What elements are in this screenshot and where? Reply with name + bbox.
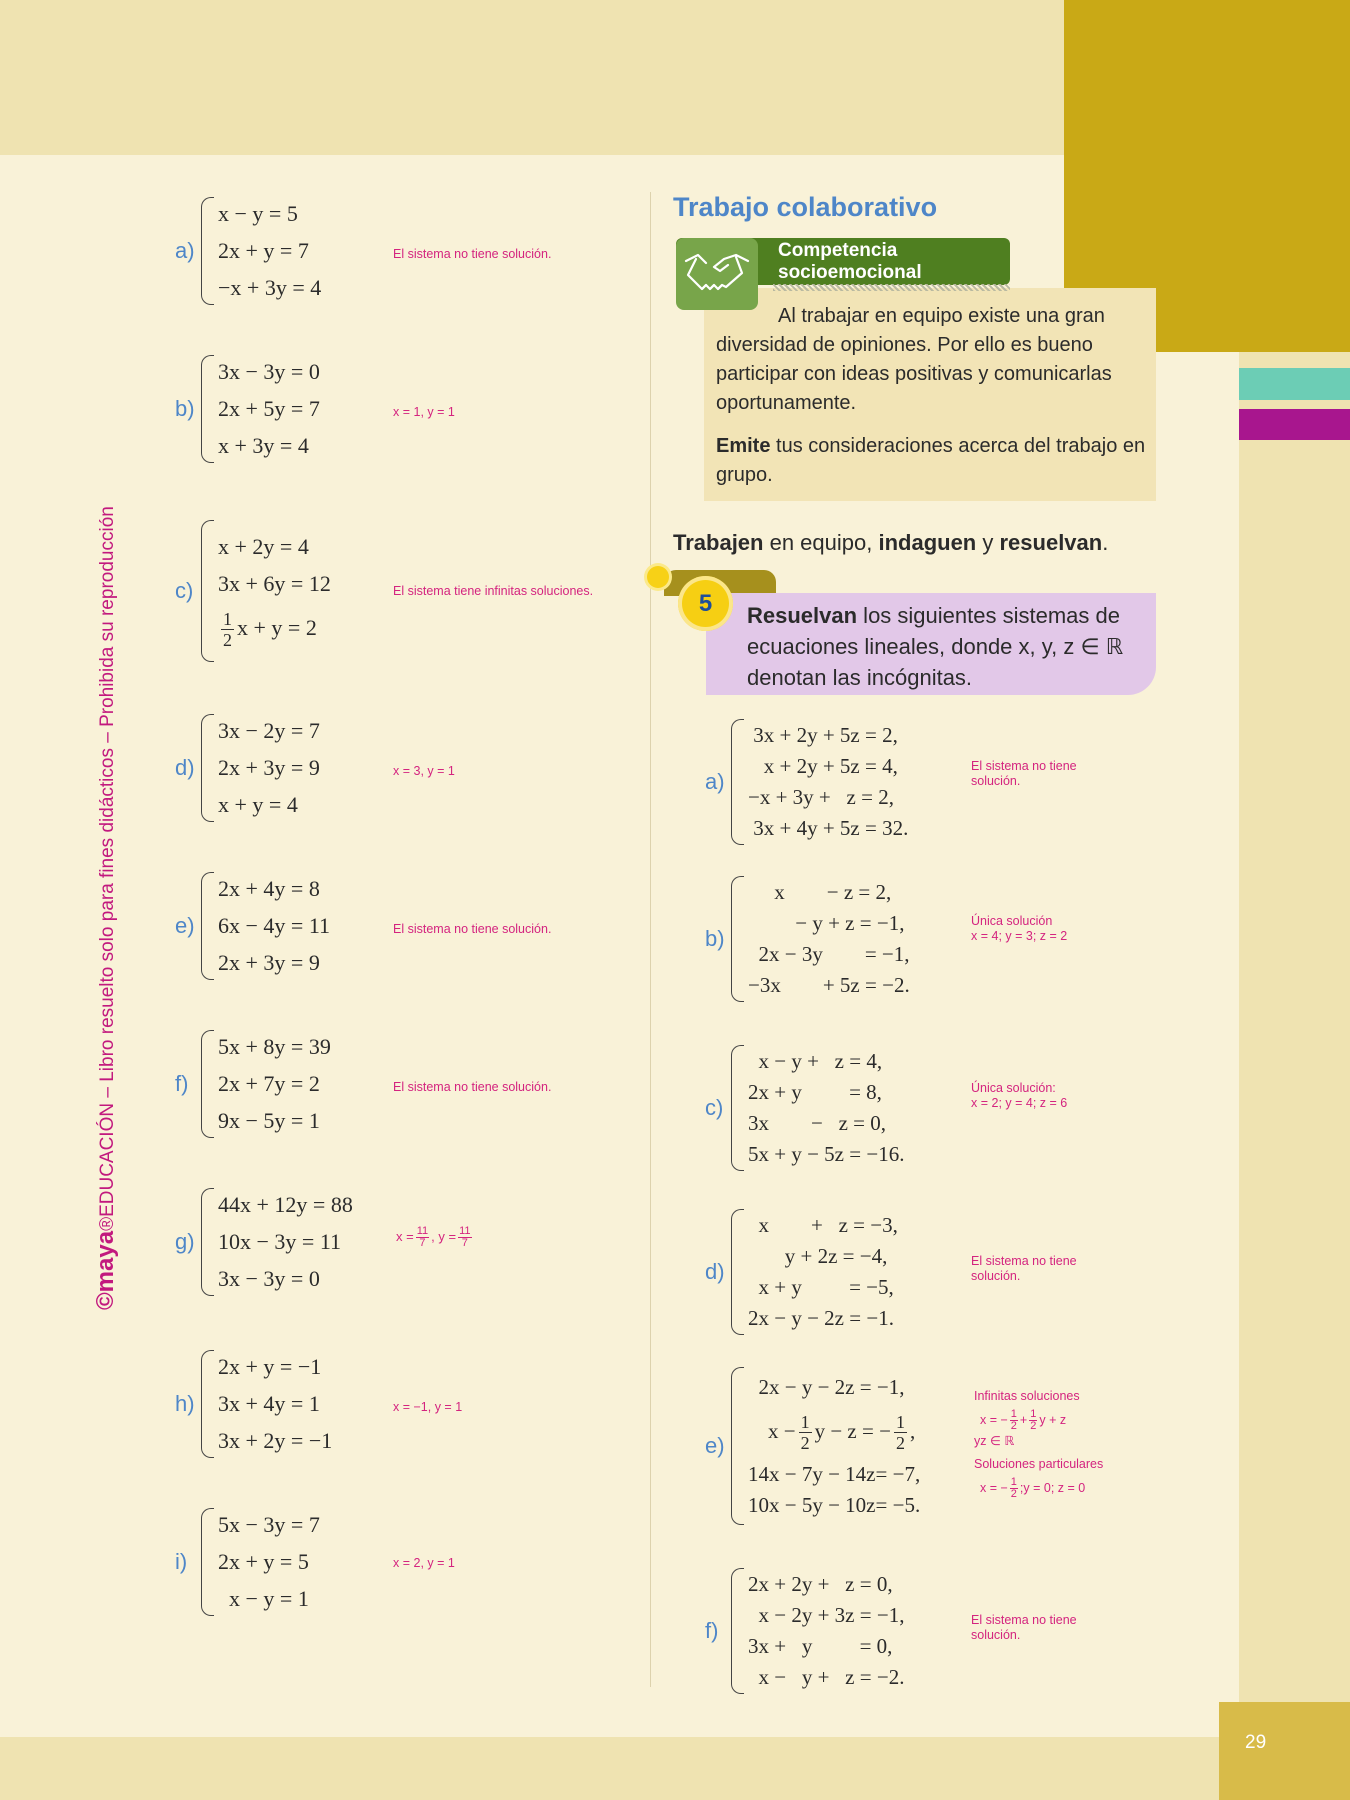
- equation: − y + z = −1,: [748, 911, 905, 935]
- team-instruction: Trabajen en equipo, indaguen y resuelvan.: [673, 530, 1109, 555]
- equation: 3x + 4y + 5z = 32.: [748, 816, 909, 840]
- system-label: i): [175, 1548, 188, 1574]
- answer-text: x = 1, y = 1: [393, 405, 455, 419]
- brace: [731, 1209, 744, 1335]
- answer-text: El sistema no tiene solución.: [971, 1254, 1077, 1283]
- equation: x + z = −3,: [748, 1213, 898, 1237]
- brace: [731, 1568, 744, 1694]
- brace: [201, 714, 214, 822]
- magenta-strip: [1239, 409, 1350, 440]
- equation: 2x + 2y + z = 0,: [748, 1572, 893, 1596]
- answer-text: El sistema no tiene solución.: [393, 922, 552, 936]
- equation: x + 2y + 5z = 4,: [748, 754, 898, 778]
- competencia-title: Competencia socioemocional: [778, 240, 922, 283]
- equation: 3x + 2y + 5z = 2,: [748, 723, 898, 747]
- brace: [201, 197, 214, 305]
- answer-text: x = −1, y = 1: [393, 1400, 463, 1414]
- system-label: a): [175, 237, 195, 263]
- system-label: c): [705, 1095, 724, 1120]
- brace: [201, 872, 214, 980]
- equation: 2x + 4y = 8: [218, 876, 320, 901]
- system-e: [175, 870, 330, 981]
- brace: [201, 355, 214, 463]
- equation: 6x − 4y = 11: [218, 913, 330, 938]
- brace: [201, 1350, 214, 1458]
- system-label: d): [705, 1259, 725, 1284]
- answer-fraction: x = $\frac{11}{7}$ , y = $\frac{11}{7}$: [396, 1225, 471, 1249]
- system-label: f): [175, 1070, 189, 1096]
- equation: 2x + y = −1: [218, 1354, 322, 1379]
- equation: 2x + y = 5: [218, 1549, 309, 1574]
- system-label: f): [705, 1618, 719, 1643]
- page-number-box: [1219, 1702, 1350, 1800]
- handshake-icon: [676, 238, 758, 310]
- equation: x − y + z = −2.: [748, 1665, 905, 1689]
- activity-instruction: Resuelvan los siguientes sistemas de ecuaciones lineales, donde x, y, z ∈ ℝ denotan las incógnitas.: [747, 603, 1124, 690]
- equation: x + y = 4: [218, 792, 298, 817]
- equation: 3x + 6y = 12: [218, 571, 331, 596]
- equation-with-fraction: [218, 602, 331, 654]
- answer-text: El sistema no tiene solución.: [393, 1080, 552, 1094]
- activity-number-badge: 5: [678, 576, 733, 631]
- brace: [731, 1045, 744, 1171]
- equation: 2x − y − 2z = −1.: [748, 1306, 894, 1330]
- system-g: [175, 1186, 353, 1297]
- system-label: e): [175, 912, 195, 938]
- fraction: $\frac{1}{2}$: [1010, 1408, 1017, 1432]
- equation: 3x − 2y = 7: [218, 718, 320, 743]
- fraction: $\frac{11}{7}$: [459, 1225, 471, 1249]
- system-label: g): [175, 1228, 195, 1254]
- equation: 5x − 3y = 7: [218, 1512, 320, 1537]
- copyright-text: ®EDUCACIÓN – Libro resuelto solo para fines didácticos – Prohibida su reproducción: [97, 506, 118, 1231]
- answer-text: Única solución: x = 2; y = 4; z = 6: [971, 1081, 1068, 1110]
- system-f: [175, 1028, 331, 1139]
- equation: 2x − y − 2z = −1,: [748, 1374, 905, 1399]
- system-h: [175, 1348, 332, 1459]
- competencia-instruction: Emite tus consideraciones acerca del trabajo en grupo.: [716, 435, 1146, 486]
- fraction: $\frac{1}{2}$: [1030, 1408, 1037, 1432]
- brace: [201, 520, 214, 662]
- column-divider: [650, 192, 651, 1687]
- equation: 2x + y = 7: [218, 238, 309, 263]
- answer-text: El sistema no tiene solución.: [393, 247, 552, 261]
- system-label: c): [175, 578, 194, 603]
- equation: x − 2y + 3z = −1,: [748, 1603, 905, 1627]
- equation: 3x − 3y = 0: [218, 1266, 320, 1291]
- teal-strip: [1239, 368, 1350, 400]
- equation: 2x + 7y = 2: [218, 1071, 320, 1096]
- equation: 10x − 3y = 11: [218, 1229, 341, 1254]
- equation: x − y = 5: [218, 201, 298, 226]
- equation: 5x + 8y = 39: [218, 1034, 331, 1059]
- equation: 2x + 3y = 9: [218, 755, 320, 780]
- equation: x − y + z = 4,: [748, 1049, 883, 1073]
- system-i: [175, 1506, 320, 1617]
- answer-text-e: Infinitas soluciones x = − $\frac{1}{2}$ + $\frac{1}{2}$ y + z yz ∈ ℝ Soluciones particulares x = − $\frac{1}{2}$ ;y = 0; z = 0: [974, 1389, 1104, 1500]
- equation: y + 2z = −4,: [748, 1244, 888, 1268]
- system-label: h): [175, 1390, 195, 1416]
- equation: 5x + y − 5z = −16.: [748, 1142, 905, 1166]
- system-c: [175, 520, 331, 662]
- equation: x − z = 2,: [748, 880, 892, 904]
- brace: [201, 1030, 214, 1138]
- banner-hatch: [773, 284, 1010, 291]
- system-label: b): [175, 395, 195, 421]
- system-label: b): [705, 926, 725, 951]
- brace: [731, 876, 744, 1002]
- competencia-paragraph: Al trabajar en equipo existe una gran diversidad de opiniones. Por ello es bueno participar con ideas positivas y comunicarlas oportunamente.: [716, 305, 1112, 414]
- equation: −3x + 5z = −2.: [748, 973, 910, 997]
- equation: x − y = 1: [218, 1586, 309, 1611]
- equation: 2x + y = 8,: [748, 1080, 882, 1104]
- answer-text: Única solución x = 4; y = 3; z = 2: [971, 914, 1068, 943]
- answer-text: x = 2, y = 1: [393, 1556, 455, 1570]
- fraction: $\frac{1}{2}$: [800, 1412, 810, 1454]
- fraction: $\frac{1}{2}$: [895, 1412, 905, 1454]
- equation: x + 2y = 4: [218, 534, 309, 559]
- equation: 3x − z = 0,: [748, 1111, 887, 1135]
- system-label: a): [705, 769, 725, 794]
- system-label: e): [705, 1433, 725, 1458]
- equation: x + y = 2: [237, 615, 317, 640]
- equation: 2x − 3y = −1,: [748, 942, 910, 966]
- brand-logo: ©maya: [92, 1230, 119, 1310]
- fraction: $\frac{1}{2}$: [1010, 1476, 1017, 1500]
- section-title: Trabajo colaborativo: [673, 192, 938, 222]
- answer-text: El sistema tiene infinitas soluciones.: [393, 584, 594, 598]
- system-d: [175, 712, 320, 823]
- equation: 3x + 2y = −1: [218, 1428, 333, 1453]
- brace: [201, 1508, 214, 1616]
- brace: [731, 719, 744, 845]
- equation: 2x + 5y = 7: [218, 396, 320, 421]
- equation: −x + 3y = 4: [218, 275, 322, 300]
- equation: 44x + 12y = 88: [218, 1192, 353, 1217]
- system-4eq-b: [705, 876, 910, 1002]
- page-number: 29: [1245, 1732, 1267, 1753]
- system-a: [175, 195, 321, 306]
- answer-text: El sistema no tiene solución.: [971, 1613, 1077, 1642]
- fraction: $\frac{1}{2}$: [223, 609, 232, 651]
- system-4eq-a: [705, 719, 908, 845]
- equation: 2x + 3y = 9: [218, 950, 320, 975]
- equation: 9x − 5y = 1: [218, 1108, 320, 1133]
- system-4eq-f: [705, 1568, 904, 1694]
- fraction: $\frac{11}{7}$: [416, 1225, 429, 1249]
- answer-text: x = 3, y = 1: [393, 764, 455, 778]
- equation: x + 3y = 4: [218, 433, 309, 458]
- answer-text: El sistema no tiene solución.: [971, 759, 1077, 788]
- brace: [731, 1367, 744, 1525]
- equation: 3x − 3y = 0: [218, 359, 320, 384]
- equation: 10x − 5y − 10z= −5.: [748, 1492, 921, 1517]
- system-4eq-d: [705, 1209, 898, 1335]
- equation: 3x + y = 0,: [748, 1634, 893, 1658]
- system-b: [175, 353, 320, 464]
- system-label: d): [175, 754, 195, 780]
- equation: 3x + 4y = 1: [218, 1391, 320, 1416]
- equation: x + y = −5,: [748, 1275, 894, 1299]
- equation-with-fraction: x − $\frac{1}{2}$ y − z = − $\frac{1}{2}$ ,: [768, 1412, 916, 1454]
- equation: 14x − 7y − 14z= −7,: [748, 1461, 921, 1486]
- copyright-notice: [92, 506, 120, 1310]
- activity-badge-dot: [647, 566, 669, 588]
- equation: −x + 3y + z = 2,: [748, 785, 894, 809]
- brace: [201, 1188, 214, 1296]
- system-4eq-e: [705, 1367, 920, 1525]
- system-4eq-c: [705, 1045, 904, 1171]
